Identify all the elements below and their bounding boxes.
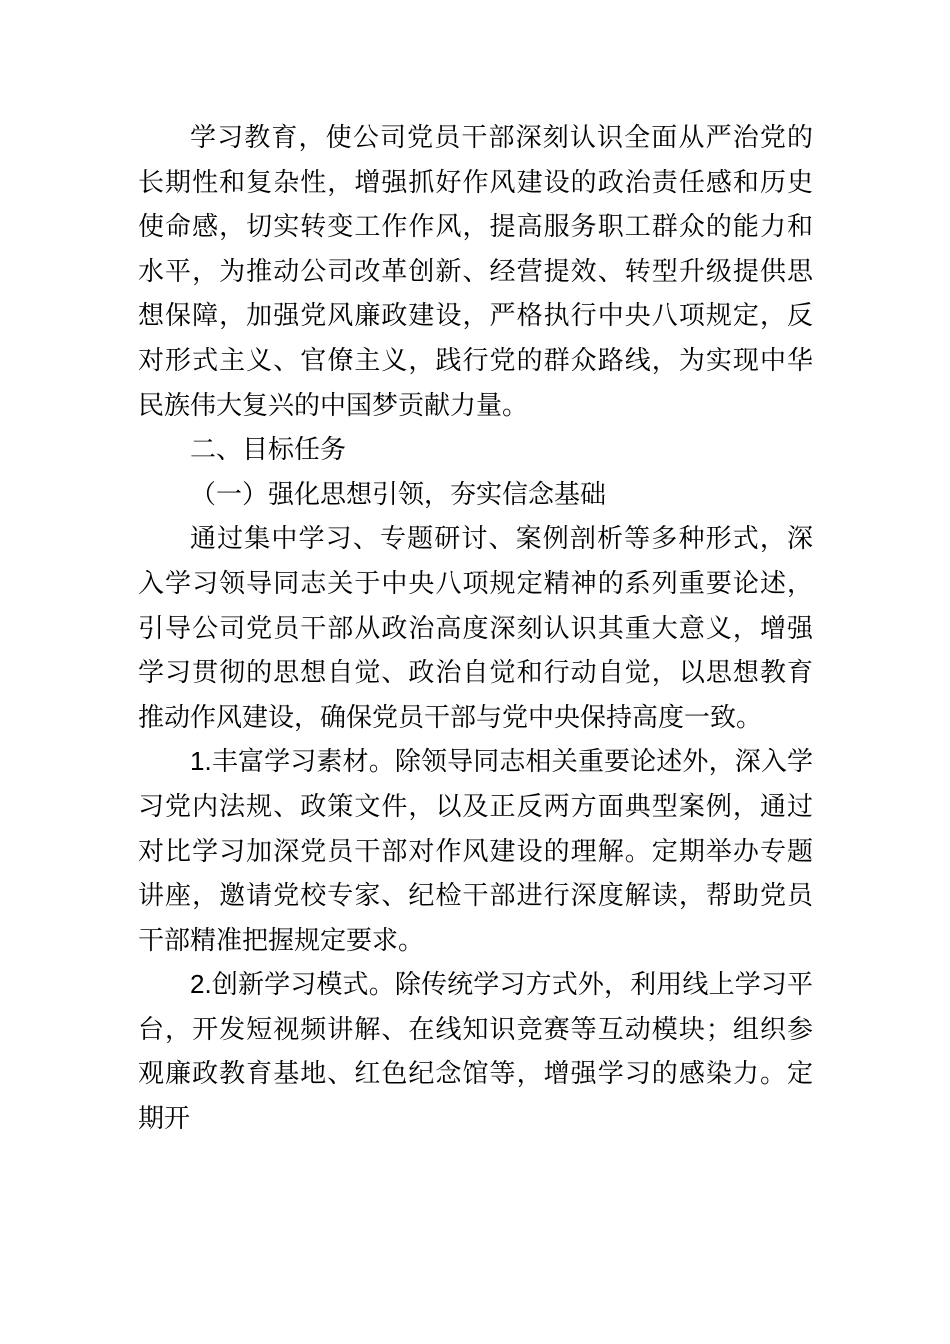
- paragraph-2-innovate-learning: 2.创新学习模式。除传统学习方式外，利用线上学习平台，开发短视频讲解、在线知识竞赛等互动模块；组织参观廉政教育基地、红色纪念馆等，增强学习的感染力。定期开: [138, 969, 813, 1134]
- document-body: [138, 115, 813, 1141]
- paragraph-study-forms: 通过集中学习、专题研讨、案例剖析等多种形式，深入学习领导同志关于中央八项规定精神的系列重要论述，引导公司党员干部从政治高度深刻认识其重大意义，增强学习贯彻的思想自觉、政治自觉和行动自觉，以思想教育推动作风建设，确保党员干部与党中央保持高度一致。: [138, 523, 813, 732]
- subsection-heading-strengthen-ideology: （一）强化思想引领，夯实信念基础: [190, 478, 607, 509]
- section-heading-goals-tasks: 二、目标任务: [190, 434, 347, 465]
- paragraph-learning-education: 学习教育，使公司党员干部深刻认识全面从严治党的长期性和复杂性，增强抓好作风建设的政治责任感和历史使命感，切实转变工作作风，提高服务职工群众的能力和水平，为推动公司改革创新、经营提效、转型升级提供思想保障，加强党风廉政建设，严格执行中央八项规定，反对形式主义、官僚主义，践行党的群众路线，为实现中华民族伟大复兴的中国梦贡献力量。: [138, 122, 813, 420]
- paragraph-1-enrich-materials: 1.丰富学习素材。除领导同志相关重要论述外，深入学习党内法规、政策文件，以及正反两方面典型案例，通过对比学习加深党员干部对作风建设的理解。定期举办专题讲座，邀请党校专家、纪检干部进行深度解读，帮助党员干部精准把握规定要求。: [138, 746, 813, 955]
